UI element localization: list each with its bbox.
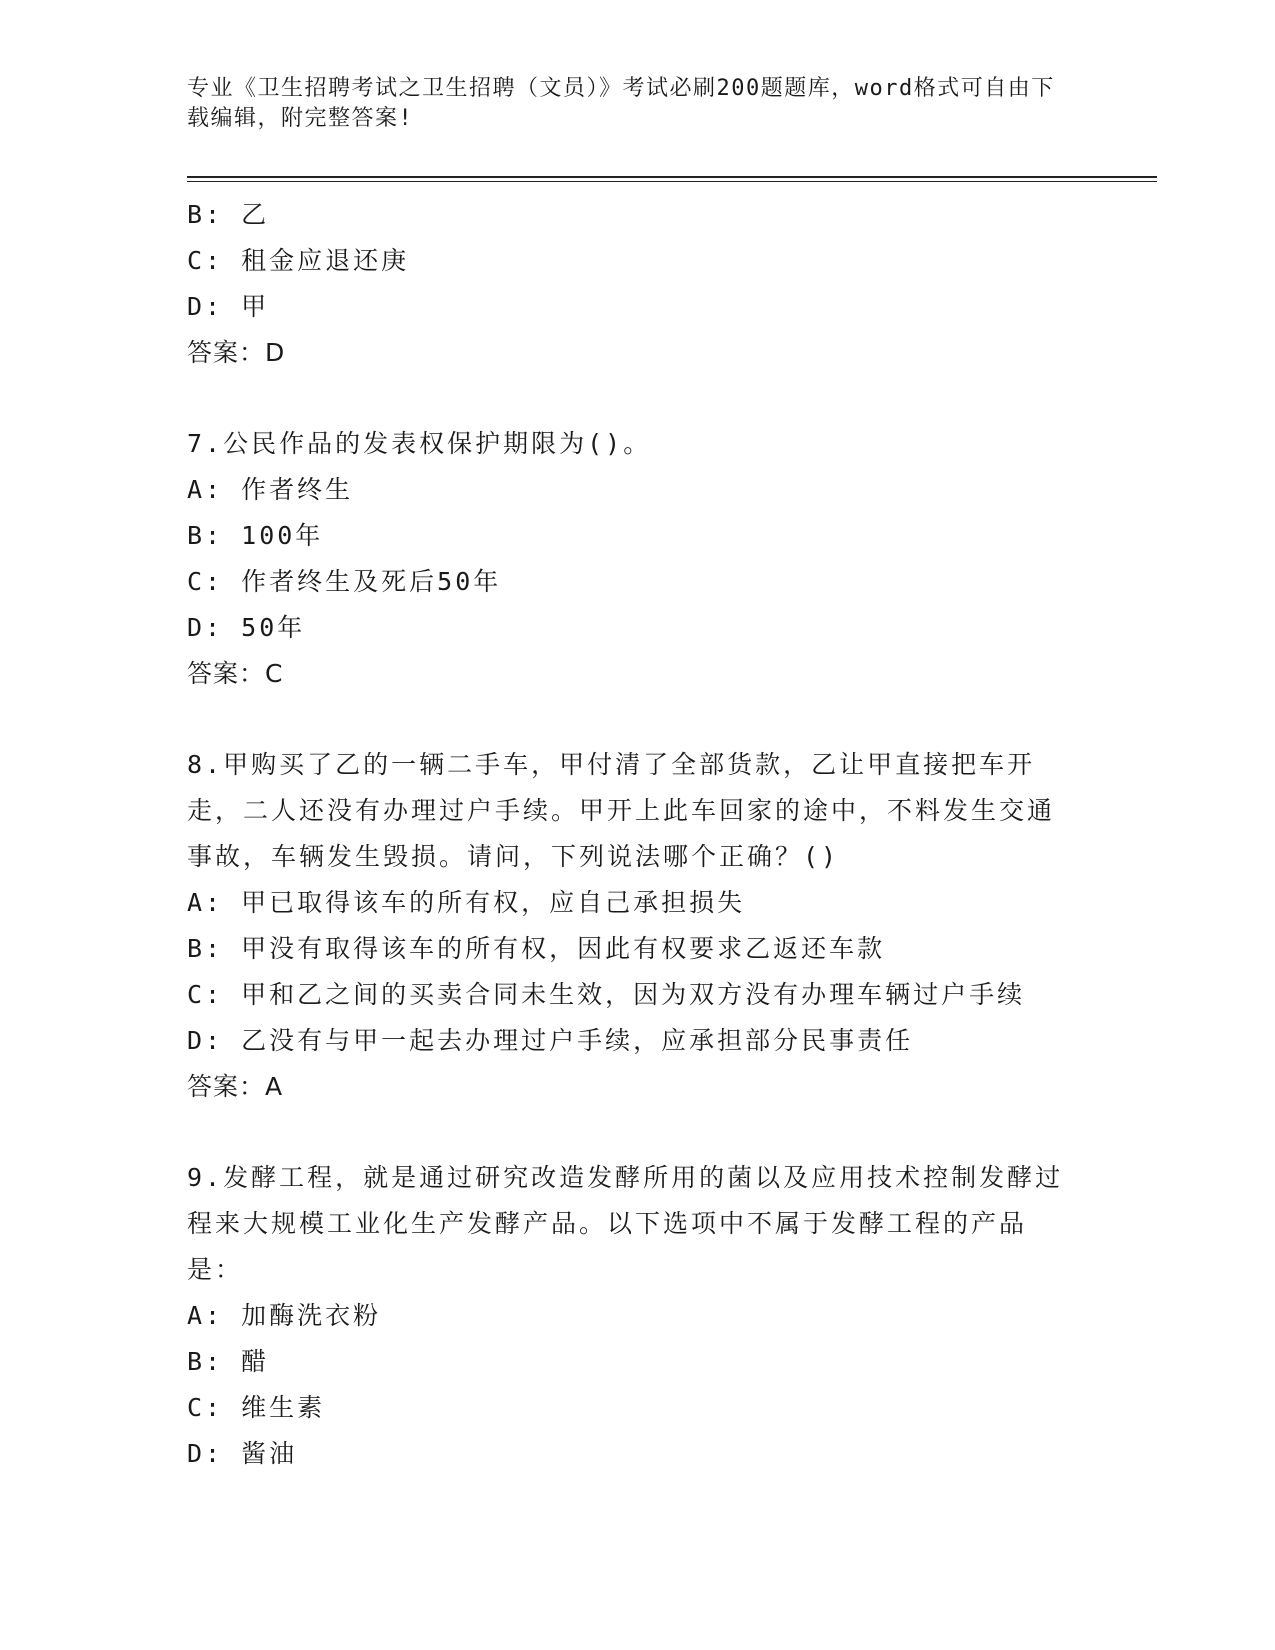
question-8 — [187, 742, 1067, 1110]
answer: 答案：C — [187, 659, 284, 688]
option-b: B: 100年 — [187, 521, 324, 550]
header-rule-thick — [187, 176, 1157, 178]
option-b: B: 乙 — [187, 200, 270, 229]
option-c: C: 维生素 — [187, 1393, 326, 1422]
header-rule-thin — [187, 181, 1157, 182]
option-b: B: 醋 — [187, 1347, 270, 1376]
question-stem: 8.甲购买了乙的一辆二手车，甲付清了全部货款，乙让甲直接把车开走，二人还没有办理过户手续。甲开上此车回家的途中，不料发生交通事故，车辆发生毁损。请问，下列说法哪个正确？() — [187, 750, 1056, 871]
option-b: B: 甲没有取得该车的所有权，因此有权要求乙返还车款 — [187, 934, 886, 963]
question-stem: 9.发酵工程，就是通过研究改造发酵所用的菌以及应用技术控制发酵过程来大规模工业化生产发酵产品。以下选项中不属于发酵工程的产品是： — [187, 1163, 1064, 1284]
question-content — [187, 192, 1067, 1477]
question-7 — [187, 421, 1067, 697]
question-stem: 7.公民作品的发表权保护期限为()。 — [187, 429, 652, 458]
option-d: D: 50年 — [187, 613, 306, 642]
question-9 — [187, 1155, 1067, 1477]
option-c: C: 甲和乙之间的买卖合同未生效，因为双方没有办理车辆过户手续 — [187, 980, 1026, 1009]
answer: 答案：A — [187, 1072, 284, 1101]
option-c: C: 作者终生及死后50年 — [187, 567, 502, 596]
option-d: D: 乙没有与甲一起去办理过户手续，应承担部分民事责任 — [187, 1026, 914, 1055]
option-a: A: 作者终生 — [187, 475, 354, 504]
option-a: A: 甲已取得该车的所有权，应自己承担损失 — [187, 888, 746, 917]
answer: 答案：D — [187, 338, 286, 367]
option-a: A: 加酶洗衣粉 — [187, 1301, 382, 1330]
option-d: D: 甲 — [187, 292, 270, 321]
option-d: D: 酱油 — [187, 1439, 298, 1468]
question-6-tail — [187, 192, 1067, 376]
option-c: C: 租金应退还庚 — [187, 246, 410, 275]
document-header: 专业《卫生招聘考试之卫生招聘（文员）》考试必刷200题题库，word格式可自由下载编辑，附完整答案! — [187, 76, 1055, 131]
